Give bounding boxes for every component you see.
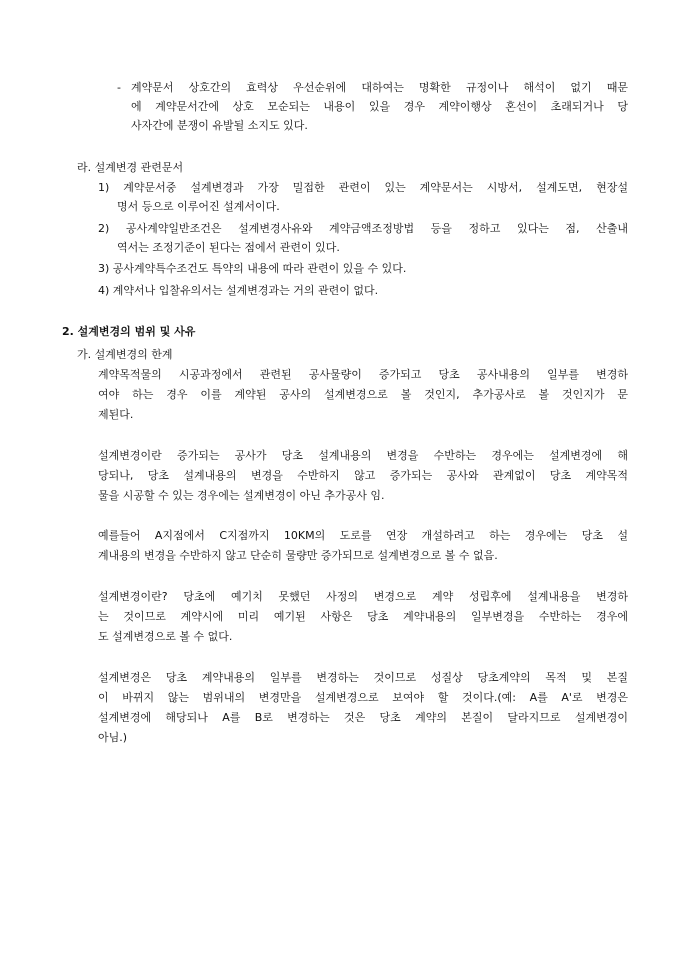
section-ra-item-2-line-2: 역서는 조정기준이 된다는 점에서 관련이 있다. (117, 241, 340, 254)
paragraph-5-line-4: 아님.) (98, 731, 128, 744)
paragraph-4-line-2: 는 것이므로 계약시에 미리 예기된 사항은 당초 계약내용의 일부변경을 수반하는 경우에 (98, 610, 628, 623)
section-ra-item-2-line-1: 2) 공사계약일반조건은 설계변경사유와 계약금액조정방법 등을 정하고 있다는 점, 산출내 (98, 222, 628, 235)
paragraph-1-line-3: 제된다. (98, 408, 134, 421)
paragraph-5-line-2: 이 바뀌지 않는 범위내의 변경만을 설계변경으로 보여야 할 것이다.(예: A를 A'로 변경은 (98, 691, 628, 704)
paragraph-2-line-2: 당되나, 당초 설계내용의 변경을 수반하지 않고 증가되는 공사와 관계없이 당초 계약목적 (98, 469, 628, 482)
paragraph-4-line-1: 설계변경이란? 당초에 예기치 못했던 사정의 변경으로 계약 성립후에 설계내용을 변경하 (98, 590, 628, 603)
section-2-subheading: 가. 설계변경의 한계 (77, 348, 173, 361)
section-ra-item-3: 3) 공사계약특수조건도 특약의 내용에 따라 관련이 있을 수 있다. (98, 262, 407, 275)
section-ra-heading: 라. 설계변경 관련문서 (77, 161, 184, 174)
paragraph-1-line-2: 여야 하는 경우 이를 계약된 공사의 설계변경으로 볼 것인지, 추가공사로 볼 것인지가 문 (98, 388, 628, 401)
intro-line-1: 계약문서 상호간의 효력상 우선순위에 대하여는 명확한 규정이나 해석이 없기 때문 (131, 81, 628, 94)
paragraph-2-line-1: 설계변경이란 증가되는 공사가 당초 설계내용의 변경을 수반하는 경우에는 설계변경에 해 (98, 449, 628, 462)
paragraph-5-line-3: 설계변경에 해당되나 A를 B로 변경하는 것은 당초 계약의 본질이 달라지므로 설계변경이 (98, 711, 628, 724)
paragraph-2-line-3: 물을 시공할 수 있는 경우에는 설계변경이 아닌 추가공사 임. (98, 489, 385, 502)
section-ra-item-1-line-1: 1) 계약문서중 설계변경과 가장 밀접한 관련이 있는 계약문서는 시방서, 설계도면, 현장설 (98, 181, 628, 194)
paragraph-1-line-1: 계약목적물의 시공과정에서 관련된 공사물량이 증가되고 당초 공사내용의 일부를 변경하 (98, 368, 628, 381)
intro-line-3: 사자간에 분쟁이 유발될 소지도 있다. (131, 119, 308, 132)
paragraph-4-line-3: 도 설계변경으로 볼 수 없다. (98, 630, 233, 643)
intro-line-2: 에 계약문서간에 상호 모순되는 내용이 있을 경우 계약이행상 혼선이 초래되거나 당 (131, 100, 628, 113)
paragraph-3-line-1: 예를들어 A지점에서 C지점까지 10KM의 도로를 연장 개설하려고 하는 경우에는 당초 설 (98, 529, 628, 542)
paragraph-5-line-1: 설계변경은 당초 계약내용의 일부를 변경하는 것이므로 성질상 당초계약의 목적 및 본질 (98, 671, 628, 684)
section-ra-item-1-line-2: 명서 등으로 이루어진 설계서이다. (117, 200, 280, 213)
section-ra-item-4: 4) 계약서나 입찰유의서는 설계변경과는 거의 관련이 없다. (98, 284, 379, 297)
section-2-heading: 2. 설계변경의 범위 및 사유 (62, 325, 196, 338)
paragraph-3-line-2: 계내용의 변경을 수반하지 않고 단순히 물량만 증가되므로 설계변경으로 볼 수 없음. (98, 549, 498, 562)
intro-bullet: - (117, 81, 121, 94)
